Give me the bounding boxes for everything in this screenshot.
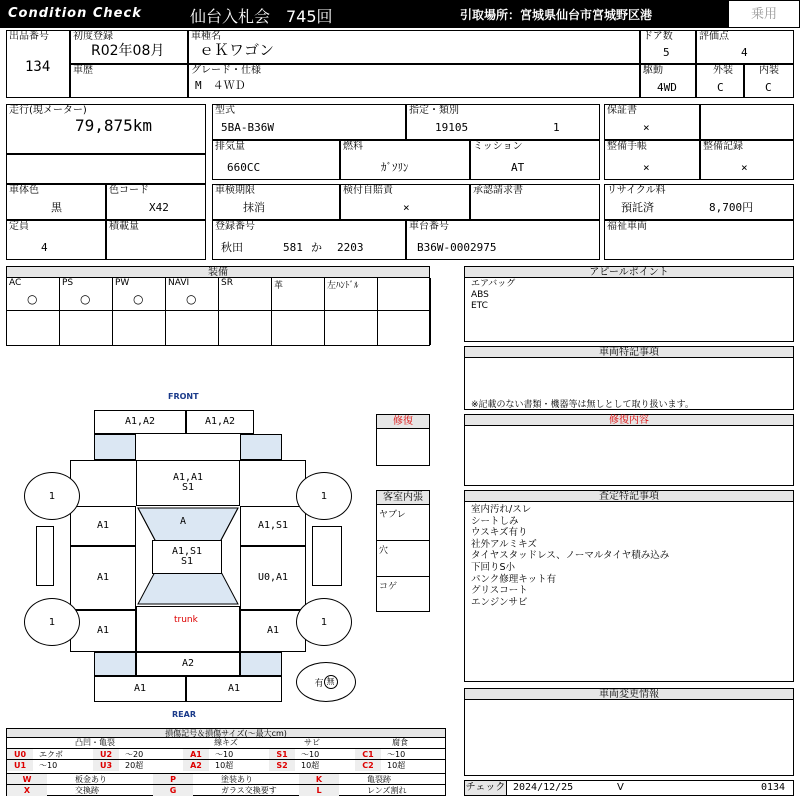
inspection-value: 抹消 <box>243 201 265 214</box>
equipment-label: SR <box>221 278 233 288</box>
check-number: 0134 <box>761 782 786 793</box>
displacement-label: 排気量 <box>215 141 245 152</box>
displacement-value: 660CC <box>227 161 261 174</box>
legend-value: 亀裂跡 <box>367 775 391 784</box>
equipment-value: ○ <box>27 292 38 306</box>
plate-kana: か <box>311 241 322 254</box>
inspection-item: パンク修理キット有 <box>471 573 557 585</box>
legend-key: G <box>153 785 193 796</box>
appeal-list <box>471 279 515 312</box>
equipment-label: 革 <box>274 281 284 291</box>
warranty-blank-cell <box>700 104 794 140</box>
legend-value: 20超 <box>125 761 144 770</box>
exterior-cell <box>696 64 744 98</box>
plate-number: 2203 <box>337 241 364 254</box>
equipment-blank-cell <box>60 311 113 345</box>
doors-cell <box>640 30 696 64</box>
special-note: ※記載のない書類・機器等は無しとして取り扱います。 <box>471 400 694 410</box>
legend-entry <box>183 748 269 759</box>
repair-box <box>376 414 430 466</box>
equipment-blank-cell <box>166 311 219 345</box>
legend-key: X <box>7 785 47 796</box>
equipment-value: ○ <box>186 292 197 306</box>
damage-legend <box>6 728 446 796</box>
check-label: チェック <box>465 782 506 793</box>
legend-value: 〜20 <box>125 750 144 759</box>
front-left-corner <box>94 434 136 460</box>
legend-entry <box>355 759 445 770</box>
legend-entry <box>93 759 183 770</box>
equipment-panel <box>6 266 430 346</box>
manual-label: 整備手帳 <box>607 141 647 152</box>
repair-content-panel <box>464 414 794 486</box>
inspection-item: 下回りS小 <box>471 561 516 573</box>
first-reg-label: 初度登録 <box>73 31 113 42</box>
appeal-item: ETC <box>471 301 488 311</box>
exterior-value: C <box>717 81 724 94</box>
equipment-blank-cell <box>378 311 431 345</box>
legend-key: U1 <box>7 760 33 771</box>
color-label: 車体色 <box>9 185 39 196</box>
legend-value: 〜10 <box>215 750 234 759</box>
legend-value: 10超 <box>387 761 406 770</box>
check-row <box>464 780 794 796</box>
inspection-panel <box>464 490 794 682</box>
capacity-value: 4 <box>41 241 48 254</box>
interior-label: 内装 <box>759 65 779 76</box>
left-door: A1 <box>70 546 136 610</box>
record-value: × <box>741 161 748 174</box>
equipment-blank-cell <box>113 311 166 345</box>
chassis-label: 車台番号 <box>409 221 449 232</box>
inspection-label: 車検期限 <box>215 185 255 196</box>
legend-column-header: 線キズ <box>214 738 238 747</box>
equipment-blank-cell <box>219 311 272 345</box>
inspection-item: タイヤスタッドレス、ノーマルタイヤ積み込み <box>471 550 670 562</box>
cabin-item-burn: コゲ <box>379 582 398 592</box>
score-label: 評価点 <box>699 31 729 42</box>
designation-cell <box>406 104 600 140</box>
equipment-grid <box>7 278 429 345</box>
equipment-blank-cell <box>325 311 378 345</box>
load-label: 積載量 <box>109 221 139 232</box>
back-door: A2 <box>136 652 240 676</box>
interior-cell <box>744 64 794 98</box>
liability-value: × <box>403 201 410 214</box>
legend-entry <box>7 748 93 759</box>
windshield: A <box>180 516 187 527</box>
inspection-item: ウスキズ有り <box>471 527 528 539</box>
spare-tire <box>296 662 356 702</box>
trunk-label: trunk <box>174 615 198 625</box>
repair-label: 修復 <box>377 415 429 429</box>
car-name-cell <box>188 30 640 64</box>
warranty-cell <box>604 104 700 140</box>
legend-key: A1 <box>183 749 209 760</box>
pickup-location: 引取場所：宮城県仙台市宮城野区港 <box>460 8 653 22</box>
cabin-item-hole: 穴 <box>377 541 429 577</box>
right-door: U0,A1 <box>240 546 306 610</box>
left-mirror <box>36 526 54 586</box>
equipment-label: AC <box>9 278 22 288</box>
inspection-cell <box>212 184 340 220</box>
inspection-item: グリスコート <box>471 585 528 597</box>
legend-rows <box>7 748 445 770</box>
legend-entry <box>7 784 153 795</box>
warranty-label: 保証書 <box>607 105 637 116</box>
spare-prefix: 有 <box>314 678 324 689</box>
roof: A1,S1 S1 <box>152 540 222 574</box>
equipment-item <box>378 278 431 311</box>
rear-bumper-left: A1 <box>94 676 186 702</box>
warranty-value: × <box>643 121 650 134</box>
legend-key: S1 <box>269 749 295 760</box>
legend-value: ガラス交換要す <box>221 786 277 795</box>
legend-key: L <box>299 785 339 796</box>
changes-title: 車両変更情報 <box>465 689 793 700</box>
plate-cell <box>212 220 406 260</box>
equipment-item <box>166 278 219 311</box>
model-value: 5BA-B36W <box>221 121 274 134</box>
legend-column-header: 凸凹・亀裂 <box>75 738 115 747</box>
legend-key: U0 <box>7 749 33 760</box>
appeal-item: ABS <box>471 290 489 300</box>
equipment-value: ○ <box>133 292 144 306</box>
legend-key: C2 <box>355 760 381 771</box>
doors-label: ドア数 <box>643 31 673 42</box>
right-mirror <box>312 526 342 586</box>
rear-right-corner <box>240 652 282 676</box>
first-registration-cell <box>70 30 188 64</box>
designation-value: 19105 <box>435 121 469 134</box>
legend-key: C1 <box>355 749 381 760</box>
fuel-cell <box>340 140 470 180</box>
mileage-cell <box>6 104 206 154</box>
equipment-label: 左ﾊﾝﾄﾞﾙ <box>327 281 359 291</box>
legend-value: 10超 <box>301 761 320 770</box>
equipment-value: ○ <box>80 292 91 306</box>
car-name: ｅＫワゴン <box>199 41 275 59</box>
left-front-fender: A1 <box>70 506 136 546</box>
legend-key: U2 <box>93 749 119 760</box>
legend-entry <box>7 759 93 770</box>
equipment-blank-cell <box>272 311 325 345</box>
mileage-value: 79,875km <box>75 116 153 135</box>
doors-value: 5 <box>663 46 670 59</box>
approval-label: 承認請求書 <box>473 185 523 196</box>
inspection-item: エンジンサビ <box>471 596 528 608</box>
tire-rear-left: 1 <box>24 598 80 646</box>
model-label: 型式 <box>215 105 235 116</box>
equipment-item <box>7 278 60 311</box>
auction-title: 仙台入札会 745回 <box>190 7 333 26</box>
mileage-extra-cell <box>6 154 206 184</box>
appeal-title: アピールポイント <box>465 267 793 278</box>
legend-title: 損傷記号＆損傷サイズ(〜最大cm) <box>7 729 445 738</box>
legend-key: K <box>299 774 339 785</box>
appeal-item: エアバッグ <box>471 279 516 289</box>
recycle-status: 預託済 <box>621 201 654 214</box>
history-cell <box>70 64 188 98</box>
right-front-fender: A1,S1 <box>240 506 306 546</box>
legend-rows-2 <box>7 773 445 795</box>
capacity-cell <box>6 220 106 260</box>
rear-bumper-right: A1 <box>186 676 282 702</box>
category-number: 1 <box>553 121 560 134</box>
legend-entry <box>153 784 299 795</box>
capacity-label: 定員 <box>9 221 29 232</box>
spare-value: 無 <box>324 675 338 689</box>
cabin-panel <box>376 490 430 612</box>
equipment-title: 装備 <box>7 267 429 278</box>
trunk-area <box>136 606 240 652</box>
front-bumper-left: A1,A2 <box>94 410 186 434</box>
legend-value: 交換跡 <box>75 786 99 795</box>
appeal-panel <box>464 266 794 342</box>
cabin-title: 客室内張 <box>377 491 429 505</box>
mileage-label: 走行(現メーター) <box>9 105 87 116</box>
check-mark: V <box>617 782 624 793</box>
plate-label: 登録番号 <box>215 221 255 232</box>
car-diagram <box>0 380 376 720</box>
drive-value: 4WD <box>657 81 677 94</box>
equipment-label: NAVI <box>168 278 190 288</box>
drive-cell <box>640 64 696 98</box>
lot-label: 出品番号 <box>9 31 49 42</box>
plate-class: 581 <box>283 241 303 254</box>
equipment-item <box>272 278 325 311</box>
legend-key: W <box>7 774 47 785</box>
legend-entry <box>153 773 299 784</box>
brand-title: Condition Check <box>8 6 142 21</box>
approval-cell <box>470 184 600 220</box>
legend-value: 板金あり <box>75 775 107 784</box>
lot-number: 134 <box>25 59 51 75</box>
record-cell <box>700 140 794 180</box>
color-value: 黒 <box>51 201 62 214</box>
tire-front-left: 1 <box>24 472 80 520</box>
color-code-value: X42 <box>149 201 169 214</box>
category-badge: 乗用 <box>728 0 800 28</box>
inspection-item: 室内汚れ/スレ <box>471 504 532 515</box>
recycle-cell <box>604 184 794 220</box>
legend-value: 塗装あり <box>221 775 253 784</box>
equipment-blank-cell <box>7 311 60 345</box>
lot-cell <box>6 30 70 98</box>
legend-column-header: 腐食 <box>392 738 408 747</box>
legend-entry <box>7 773 153 784</box>
equipment-label: PW <box>115 278 130 288</box>
inspection-title: 査定特記事項 <box>465 491 793 502</box>
fuel-value: ｶﾞｿﾘﾝ <box>381 161 409 174</box>
legend-value: エクボ <box>39 750 63 759</box>
cabin-item-tear: ヤブレ <box>377 505 429 541</box>
color-code-label: 色コード <box>109 185 149 196</box>
tire-rear-right: 1 <box>296 598 352 646</box>
fuel-label: 燃料 <box>343 141 363 152</box>
legend-entry <box>299 773 445 784</box>
legend-entry <box>355 748 445 759</box>
front-right-corner <box>240 434 282 460</box>
car-name-label: 車種名 <box>191 31 221 42</box>
liability-cell <box>340 184 470 220</box>
grade-value: M ４ＷＤ <box>195 79 246 92</box>
legend-key: U3 <box>93 760 119 771</box>
chassis-value: B36W-0002975 <box>417 241 497 254</box>
legend-value: 〜10 <box>387 750 406 759</box>
front-bumper-right: A1,A2 <box>186 410 254 434</box>
top-bar <box>0 0 800 28</box>
manual-cell <box>604 140 700 180</box>
tire-front-right: 1 <box>296 472 352 520</box>
score-cell <box>696 30 794 64</box>
equipment-item <box>219 278 272 311</box>
exterior-label: 外装 <box>713 65 733 76</box>
equipment-label: PS <box>62 278 74 288</box>
recycle-label: リサイクル料 <box>607 185 666 196</box>
manual-value: × <box>643 161 650 174</box>
legend-key: P <box>153 774 193 785</box>
color-code-cell <box>106 184 206 220</box>
legend-value: 〜10 <box>39 761 58 770</box>
record-label: 整備記録 <box>703 141 743 152</box>
legend-entry <box>269 748 355 759</box>
designation-label: 指定・類別 <box>409 105 459 116</box>
model-cell <box>212 104 406 140</box>
special-title: 車両特記事項 <box>465 347 793 358</box>
grade-cell <box>188 64 640 98</box>
rear-label: REAR <box>172 710 196 719</box>
legend-value: 10超 <box>215 761 234 770</box>
mission-cell <box>470 140 600 180</box>
liability-label: 検付自賠責 <box>343 185 393 196</box>
check-date: 2024/12/25 <box>513 782 574 793</box>
first-reg-value: R02年08月 <box>91 43 165 59</box>
right-rear-quarter: A1 <box>240 610 306 652</box>
legend-headers <box>7 738 445 748</box>
welfare-label: 福祉車両 <box>607 221 647 232</box>
chassis-cell <box>406 220 600 260</box>
legend-column-header: サビ <box>304 738 320 747</box>
recycle-fee: 8,700円 <box>709 201 754 214</box>
legend-entry <box>183 759 269 770</box>
special-panel <box>464 346 794 410</box>
legend-entry <box>93 748 183 759</box>
equipment-item <box>113 278 166 311</box>
legend-entry <box>299 784 445 795</box>
equipment-item <box>60 278 113 311</box>
changes-panel <box>464 688 794 776</box>
legend-key: S2 <box>269 760 295 771</box>
left-rear-quarter: A1 <box>70 610 136 652</box>
inspection-list <box>471 504 669 608</box>
plate-region: 秋田 <box>221 241 243 254</box>
rear-left-corner <box>94 652 136 676</box>
mission-value: AT <box>511 161 525 174</box>
legend-entry <box>269 759 355 770</box>
legend-value: レンズ割れ <box>367 786 407 795</box>
interior-value: C <box>765 81 772 94</box>
score-value: 4 <box>741 46 748 59</box>
mission-label: ミッション <box>473 141 523 152</box>
inspection-item: 社外アルミキズ <box>471 538 537 550</box>
repair-content-title: 修復内容 <box>465 415 793 426</box>
color-cell <box>6 184 106 220</box>
drive-label: 駆動 <box>643 65 663 76</box>
welfare-cell <box>604 220 794 260</box>
history-label: 車歴 <box>73 65 93 76</box>
front-label: FRONT <box>168 392 199 401</box>
legend-key: A2 <box>183 760 209 771</box>
displacement-cell <box>212 140 340 180</box>
inspection-item: シートしみ <box>471 515 519 527</box>
hood: A1,A1 S1 <box>136 460 240 506</box>
legend-value: 〜10 <box>301 750 320 759</box>
grade-label: グレード・仕様 <box>191 65 261 76</box>
load-cell <box>106 220 206 260</box>
equipment-item <box>325 278 378 311</box>
